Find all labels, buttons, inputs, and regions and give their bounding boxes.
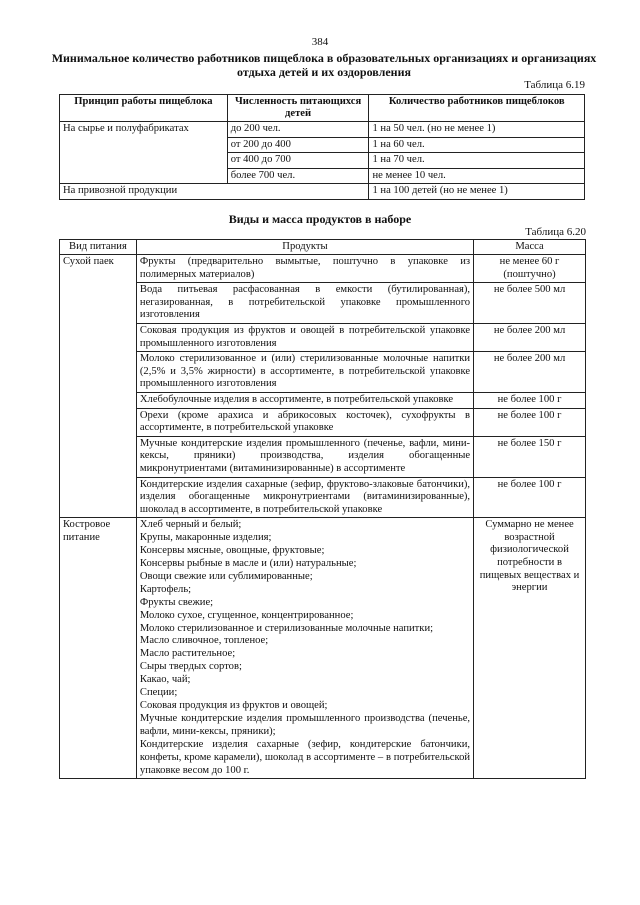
list-item: Крупы, макаронные изделия; (139, 532, 272, 544)
cell-food-type: Сухой паек (60, 255, 137, 518)
cell-mass: не более 200 мл (474, 323, 586, 351)
header-products: Продукты (136, 240, 473, 255)
cell-count: до 200 чел. (227, 122, 369, 138)
cell-product: Фрукты (предварительно вымытые, поштучно в упаковке из полимерных материалов) (136, 255, 473, 283)
cell-count: от 400 до 700 (227, 153, 369, 169)
cell-workers: не менее 10 чел. (369, 168, 585, 184)
cell-count: от 200 до 400 (227, 137, 369, 153)
table-row (60, 436, 586, 477)
section2-title: Виды и масса продуктов в наборе (228, 212, 412, 226)
cell-product: Молоко стерилизованное и (или) стерилизованные молочные напитки (2,5% и 3,5% жирности) в ассортименте, в потребительской упаковке промышленного изготовления (136, 352, 473, 393)
products-table (59, 239, 586, 779)
table-6-19-label: Таблица 6.19 (524, 79, 585, 91)
table-row (60, 122, 585, 138)
cell-product: Вода питьевая расфасованная в емкости (бутилированная), негазированная, в потребительской упаковке промышленного изготовления (136, 283, 473, 324)
list-item: Хлеб черный и белый; (139, 519, 242, 531)
cell-product: Соковая продукция из фруктов и овощей в потребительской упаковке промышленного изготовления (136, 323, 473, 351)
cell-workers: 1 на 100 детей (но не менее 1) (369, 184, 585, 200)
list-item: Фрукты свежие; (139, 596, 214, 608)
list-item: Масло сливочное, топленое; (139, 635, 269, 647)
header-principle: Принцип работы пищеблока (60, 95, 228, 122)
table-row (60, 323, 586, 351)
table-row (60, 184, 585, 200)
cell-mass: не более 150 г (474, 436, 586, 477)
cell-product: Хлебобулочные изделия в ассортименте, в потребительской упаковке (136, 392, 473, 408)
cell-mass: не более 100 г (474, 392, 586, 408)
cell-count: более 700 чел. (227, 168, 369, 184)
table-6-20-label: Таблица 6.20 (525, 226, 586, 238)
cell-mass: не более 200 мл (474, 352, 586, 393)
section1-title: Минимальное количество работников пищеблока в образовательных организациях и организациях отдыха детей и их оздоровления (51, 51, 597, 79)
table-row (60, 283, 586, 324)
list-item: Специи; (139, 687, 178, 699)
table-row (60, 518, 586, 779)
table-row (60, 477, 586, 518)
table-row (60, 352, 586, 393)
cell-mass: Суммарно не менее возрастной физиологической потребности в пищевых веществах и энергии (474, 518, 586, 779)
cell-mass: не менее 60 г (поштучно) (474, 255, 586, 283)
header-food-type: Вид питания (60, 240, 137, 255)
list-item: Кондитерские изделия сахарные (зефир, кондитерские батончики, конфеты, кроме карамели), шоколад в ассортименте – в потребительской упаковке весом до 100 г. (139, 738, 471, 776)
cell-principle: На привозной продукции (60, 184, 369, 200)
table-header-row (60, 95, 585, 122)
list-item: Овощи свежие или сублимированные; (139, 570, 313, 582)
list-item: Масло растительное; (139, 648, 236, 660)
table-row (60, 255, 586, 283)
cell-principle: На сырье и полуфабрикатах (60, 122, 228, 184)
cell-mass: не более 100 г (474, 408, 586, 436)
cell-workers: 1 на 60 чел. (369, 137, 585, 153)
list-item: Какао, чай; (139, 674, 191, 686)
table-row (60, 408, 586, 436)
list-item: Соковая продукция из фруктов и овощей; (139, 699, 328, 711)
cell-mass: не более 100 г (474, 477, 586, 518)
cell-product: Орехи (кроме арахиса и абрикосовых косточек), сухофрукты в ассортименте, в потребительской упаковке (136, 408, 473, 436)
cell-workers: 1 на 70 чел. (369, 153, 585, 169)
list-item: Картофель; (139, 583, 192, 595)
list-item: Молоко сухое, сгущенное, концентрированное; (139, 609, 354, 621)
header-workers: Количество работников пищеблоков (369, 95, 585, 122)
cell-workers: 1 на 50 чел. (но не менее 1) (369, 122, 585, 138)
cell-mass: не более 500 мл (474, 283, 586, 324)
list-item: Молоко стерилизованное и стерилизованные молочные напитки; (139, 622, 434, 634)
cell-food-type: Костровое питание (60, 518, 137, 779)
cell-product: Кондитерские изделия сахарные (зефир, фруктово-злаковые батончики), изделия обогащенные микронутриентами (витаминизированные), шоколад в ассортименте, в потребительской упаковке (136, 477, 473, 518)
cell-product: Мучные кондитерские изделия промышленного (печенье, вафли, мини-кексы, пряники) производства, изделия обогащенные микронутриентами (витаминизированные) в ассортименте (136, 436, 473, 477)
list-item: Консервы мясные, овощные, фруктовые; (139, 545, 325, 557)
table-row (60, 392, 586, 408)
list-item: Сыры твердых сортов; (139, 661, 242, 673)
campfire-product-list (136, 518, 473, 779)
list-item: Консервы рыбные в масле и (или) натуральные; (139, 558, 357, 569)
table-header-row (60, 240, 586, 255)
page-number: 384 (311, 36, 329, 48)
header-mass: Масса (474, 240, 586, 255)
header-count: Численность питающихся детей (227, 95, 369, 122)
list-item: Мучные кондитерские изделия промышленного производства (печенье, вафли, мини-кексы, пряники); (139, 712, 471, 737)
workers-table (59, 94, 585, 200)
